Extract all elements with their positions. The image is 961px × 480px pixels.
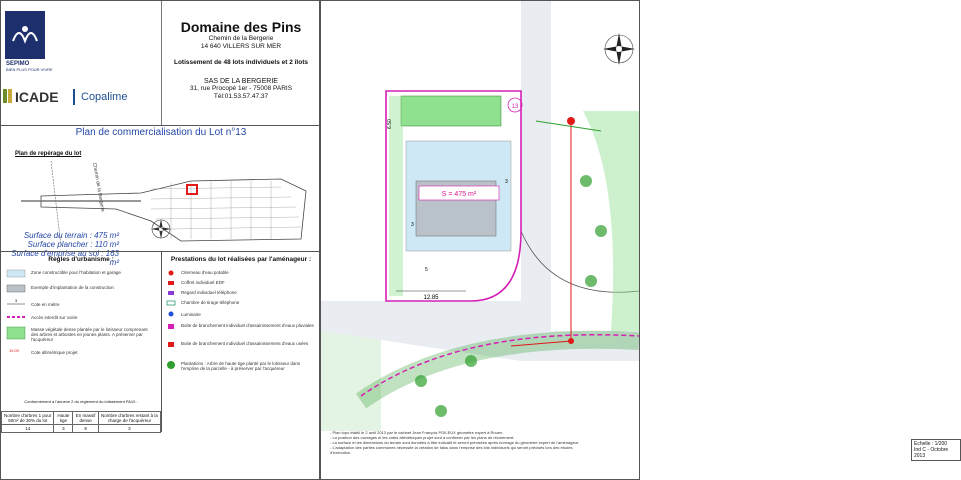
note-line: - La position des ouvrages et les cotes altimétriques projet sont à confirmer par les plans de récolement. xyxy=(330,435,515,440)
index-label: Ind C - Octobre 2013 xyxy=(914,447,949,459)
surface-plancher: Surface plancher : 110 m² xyxy=(27,240,119,249)
sepimo-icon xyxy=(5,11,45,59)
table-cell: 3 xyxy=(54,425,73,433)
legend-right-item: Luminaire xyxy=(181,312,201,317)
note-line: - L'adaptation des parties communes nécessite la création de talus dans l'emprise des lots individuels qui seront précisés lors des études d'exécution. xyxy=(330,445,573,455)
table-cell: 8 xyxy=(73,425,98,433)
icade-icon xyxy=(3,87,13,105)
legend-left-item: Exemple d'implantation de la construction xyxy=(31,285,114,290)
road-label: Chemin de la Bergerie xyxy=(91,162,106,213)
surface-emprise: Surface d'emprise au sol : 163 m² xyxy=(11,249,119,267)
domain-title: Domaine des Pins xyxy=(180,19,302,35)
surface-box-label: S = 475 m² xyxy=(441,191,477,198)
dim-label: 6.50 xyxy=(387,119,393,129)
compass-small-icon xyxy=(151,219,171,239)
dim-label: 12.85 xyxy=(423,295,439,301)
table-cell: 14 xyxy=(2,425,54,433)
left-panel xyxy=(0,0,320,480)
legend-right-item: Regard individuel téléphone xyxy=(181,290,237,295)
legend-right-symbols xyxy=(165,270,179,410)
conformity-note: Conformément à l'annexe 2 du règlement du lotissement PA10 : xyxy=(24,399,138,404)
note-line: - Plan topo établi le 2 avril 2013 par le cabinet Jean François POILEUX géomètre expert à Rouen. xyxy=(330,430,504,435)
sepimo-tagline: BIEN PLUS POUR VIVRE xyxy=(6,67,53,72)
copalime-icon xyxy=(73,89,75,105)
company-tel: Tél:01.53.57.47.37 xyxy=(213,93,269,100)
table-header-cell: Haute tige xyxy=(54,412,73,425)
sepimo-label xyxy=(6,61,53,72)
table-cell: 3 xyxy=(98,425,160,433)
lot-locator-marker xyxy=(187,185,197,194)
sepimo-logo xyxy=(5,11,45,59)
table-header-cell: Nombre d'arbres 1 pour 50m² de 30% du lot xyxy=(2,412,54,425)
legend-left-item: Cote en mètre xyxy=(31,302,60,307)
legend-left-item: Zone constructible pour l'habitation et garage xyxy=(31,270,121,275)
dim-label: 3 xyxy=(411,222,414,228)
legend-right-item: Boite de branchement individuel d'assainissement d'eaux pluviales xyxy=(181,323,314,328)
legend-urbanisme xyxy=(1,252,162,432)
plan-repere-label: Plan de repérage du lot xyxy=(15,151,82,157)
legend xyxy=(1,251,321,432)
table-header-cell: En massif dense xyxy=(73,412,98,425)
legend-right-item: Citerneau d'eau potable xyxy=(181,270,229,275)
plan-title: Plan de commercialisation du Lot n°13 xyxy=(75,127,247,138)
legend-left-symbols xyxy=(7,270,27,380)
legend-prestations xyxy=(161,252,321,432)
legend-right-item: Plantations : Arbre de haute tige planté par le lotisseur dans l'emprise de la parcelle - à préserver par l'acquéreur xyxy=(181,361,301,371)
legend-left-item: Accès interdit sur voirie xyxy=(31,315,78,320)
sepimo-name: SEPIMO xyxy=(6,61,30,67)
legend-alti-sample: 19.00 xyxy=(9,348,20,353)
dim-label: 3 xyxy=(505,179,508,185)
legend-right-item: Boite de branchement individuel d'assainissement d'eaux usées xyxy=(181,341,309,346)
legend-left-item: Cote altimétrique projet xyxy=(31,350,78,355)
surface-terrain: Surface du terrain : 475 m² xyxy=(23,231,119,240)
lot-plan xyxy=(321,1,639,431)
lotissement-label: Lotissement de 48 lots individuels et 2 îlots xyxy=(173,59,308,66)
plan-notes xyxy=(330,430,580,455)
icade-logo: ICADE xyxy=(15,89,59,105)
address-line1: Chemin de la Bergerie xyxy=(208,35,274,42)
address-line2: 14 640 VILLERS SUR MER xyxy=(200,43,282,50)
scale-block xyxy=(911,439,961,461)
note-line: - La surface et les dimensions du terrain sont données à titre indicatif et seront précisées après bornage du géomètre expert de l'aménageur. xyxy=(330,440,580,445)
lot-number: 13 xyxy=(511,104,519,110)
legend-right-title: Prestations du lot réalisées par l'aménageur : xyxy=(170,256,312,263)
lot-plan-panel xyxy=(320,0,949,480)
legend-dim-sample: 3 xyxy=(14,298,18,303)
table-header-cell: Nombre d'arbres restant à la charge de l'acquéreur xyxy=(98,412,160,425)
logos-area xyxy=(1,1,162,125)
legend-right-item: Coffret individuel EDF xyxy=(181,280,225,285)
dim-label: 5 xyxy=(425,267,428,273)
trees-table xyxy=(1,411,161,433)
company-name: SAS DE LA BERGERIE xyxy=(204,78,278,85)
copalime-logo: Copalime xyxy=(81,91,128,103)
title-block xyxy=(161,1,321,125)
north-compass-icon xyxy=(603,33,635,65)
legend-right-item: Chambre de tirage téléphone xyxy=(181,300,240,305)
legend-left-title: Règles d'urbanisme : xyxy=(48,256,114,263)
header xyxy=(1,1,321,126)
scale-label: Echelle : 1/200 xyxy=(914,441,948,447)
legend-left-item: Masse végétale dense plantée par le lotisseur comprenant des arbres et arbustes en jeunes plants. A préserver par l'acquéreur xyxy=(31,327,148,342)
table-row xyxy=(2,412,161,425)
table-row xyxy=(2,425,161,433)
company-address: 31, rue Procopé 1er - 75008 PARIS xyxy=(189,85,293,92)
